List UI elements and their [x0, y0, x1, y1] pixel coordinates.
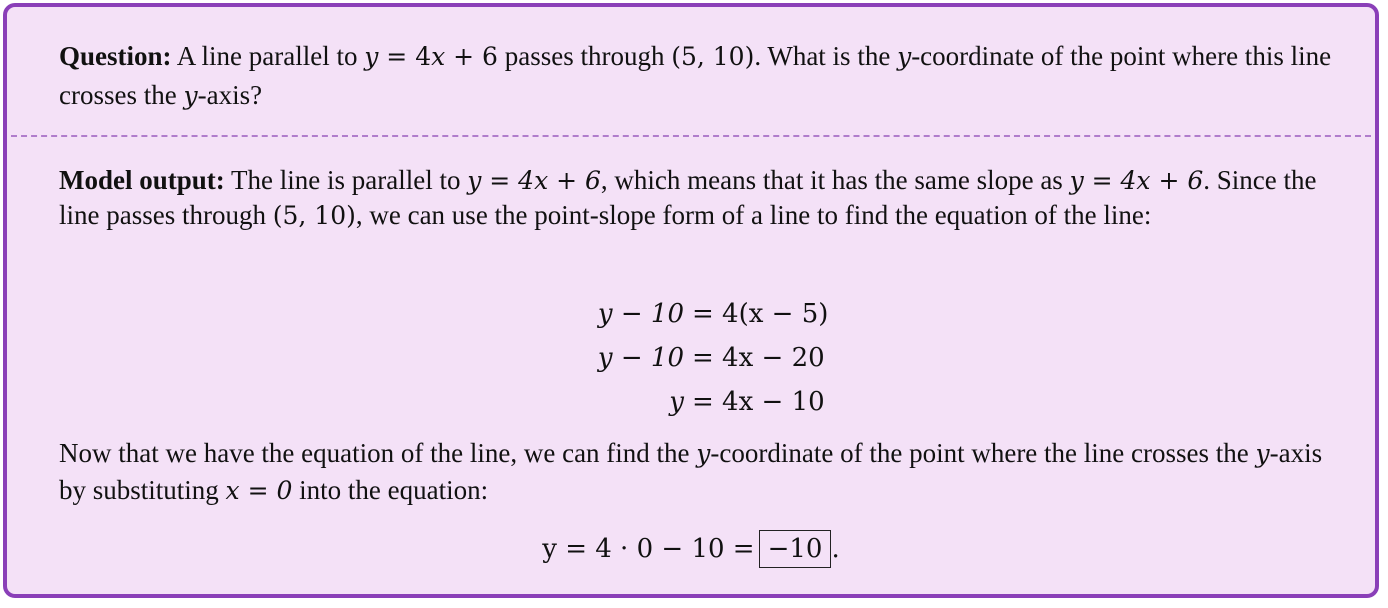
question-text: -axis?: [197, 80, 263, 110]
substitution-paragraph: [59, 435, 1349, 509]
answer-text: . Since the line passes through: [59, 165, 1317, 230]
answer-math: y = 4x + 6: [467, 166, 601, 195]
answer-math: y = 4x + 6: [1069, 166, 1204, 195]
model-output-section: [59, 163, 1349, 233]
answer-text: , which means that it has the same slope as: [600, 165, 1070, 195]
equation-row: [7, 338, 1375, 378]
answer-text: Now that we have the equation of the line, we can find the: [59, 438, 697, 468]
answer-text: The line is parallel to: [224, 165, 468, 195]
answer-text: into the equation:: [292, 475, 489, 505]
question-math-equation: y = 4x + 6: [364, 42, 498, 71]
equation-rhs: = 4(x − 5): [692, 299, 829, 329]
section-divider: [11, 135, 1371, 137]
question-math-var: y: [897, 42, 912, 71]
question-answer-card: [3, 3, 1379, 598]
question-label: Question:: [59, 41, 172, 71]
question-math-point: (5, 10): [671, 42, 755, 71]
final-equation: [7, 529, 1375, 569]
answer-math: x = 0: [225, 476, 293, 505]
equation-row: [7, 382, 1375, 422]
question-math-var: y: [183, 81, 198, 110]
answer-text: , we can use the point-slope form of a line to find the equation of the line:: [355, 200, 1152, 230]
answer-text: -axis by substituting: [59, 438, 1323, 505]
final-expression: y = 4 · 0 − 10 =: [542, 534, 755, 564]
question-text: passes through: [497, 41, 672, 71]
question-text: . What is the: [754, 41, 898, 71]
final-answer-box: −10: [759, 530, 832, 568]
final-period: .: [831, 534, 840, 564]
answer-math: (5, 10): [272, 201, 356, 230]
equation-row: [7, 294, 1375, 334]
equation-lhs: y: [669, 387, 684, 417]
question-text: A line parallel to: [171, 41, 365, 71]
equation-lhs: y − 10: [597, 299, 684, 329]
question-section: [59, 37, 1349, 115]
question-text: -coordinate of the point where this line crosses the: [59, 41, 1332, 110]
answer-math: y: [696, 439, 711, 468]
equation-lhs: y − 10: [597, 343, 684, 373]
answer-math: y: [1255, 439, 1270, 468]
answer-text: -coordinate of the point where the line crosses the: [710, 438, 1256, 468]
model-output-label: Model output:: [59, 165, 225, 195]
equation-rhs: = 4x − 10: [692, 387, 825, 417]
equation-rhs: = 4x − 20: [692, 343, 825, 373]
